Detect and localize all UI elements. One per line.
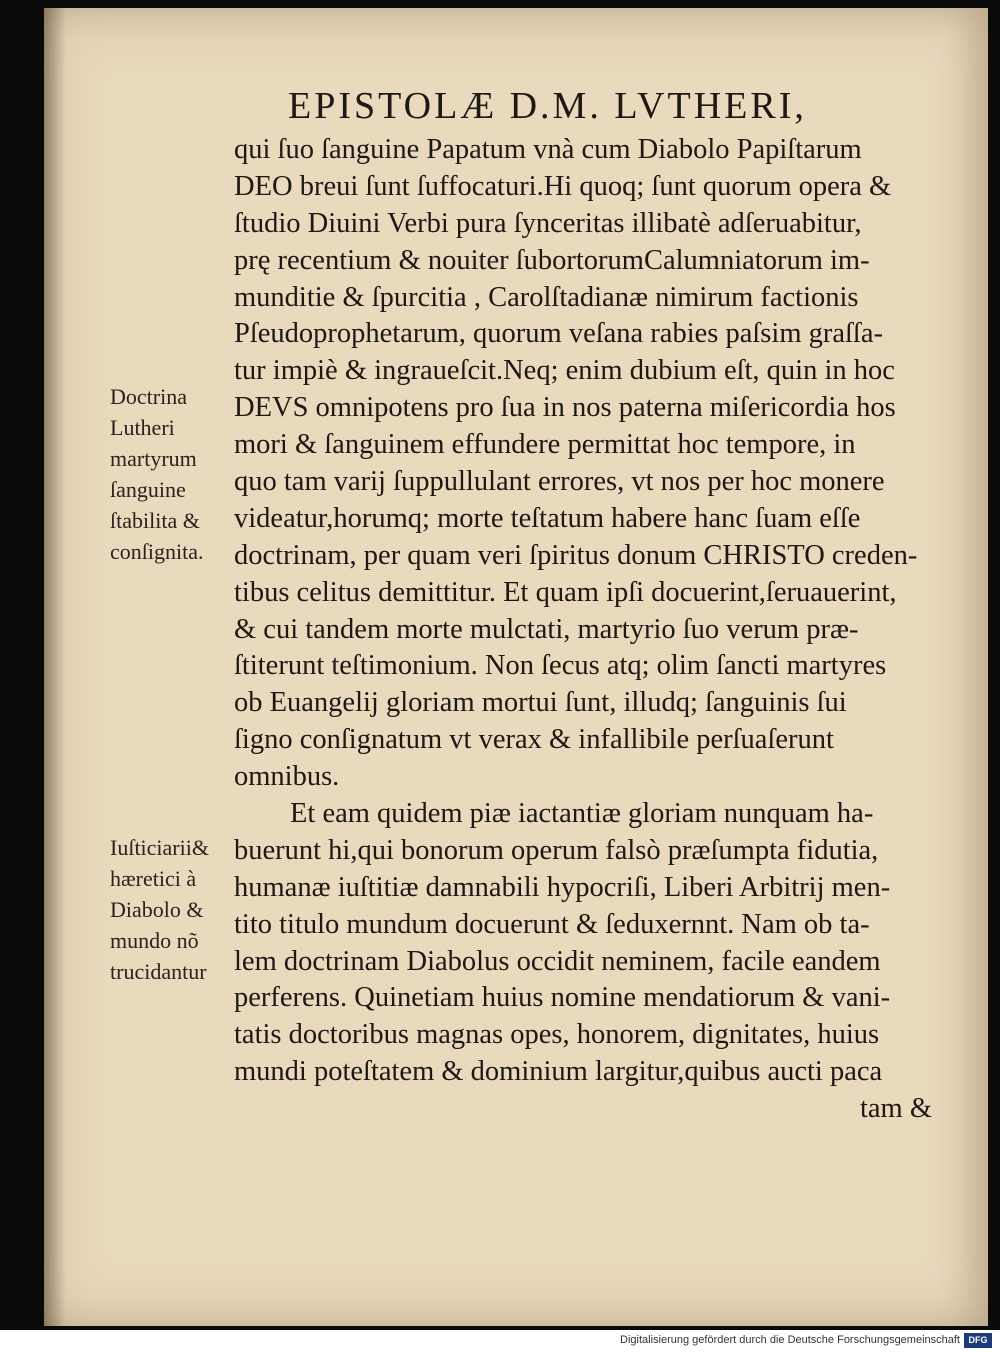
note-line: Diabolo & [110,897,204,922]
note-line: conſignita. [110,539,204,564]
note-line: trucidantur [110,959,207,984]
text-line: prę recentium & nouiter ſubortorumCalumniatorum im- [234,244,870,276]
text-line: tibus celitus demittitur. Et quam ipſi docuerint,ſeruauerint, [234,576,897,608]
text-line: tur impiè & ingraueſcit.Neq; enim dubium eſt, quin in hoc [234,355,895,387]
text-line: munditie & ſpurcitia , Carolſtadianæ nimirum factionis [234,281,859,313]
gutter-shadow [44,8,66,1326]
text-line: Pſeudoprophetarum, quorum veſana rabies paſsim graſſa- [234,318,883,350]
text-line: mori & ſanguinem effundere permittat hoc tempore, in [234,429,856,461]
running-head: EPISTOLÆ D.M. LVTHERI, [288,85,807,127]
text-line: Et eam quidem piæ iactantiæ gloriam nunquam ha- [290,798,874,830]
text-line: ſtudio Diuini Verbi pura ſynceritas illibatè adſeruabitur, [234,207,862,239]
text-line: videatur,horumq; morte teſtatum habere hanc ſuam eſſe [234,502,861,534]
note-line: Doctrina [110,384,187,409]
note-line: martyrum [110,446,197,471]
text-line: DEVS omnipotens pro ſua in nos paterna miſericordia hos [234,392,896,424]
text-line: tito titulo mundum docuerunt & ſeduxernnt. Nam ob ta- [234,908,870,940]
marginal-note [110,832,209,987]
text-line: buerunt hi,qui bonorum operum falsò præſumpta fidutia, [234,834,879,866]
body-text [234,132,974,1128]
note-line: hæretici à [110,866,197,891]
text-line: & cui tandem morte mulctati, martyrio ſuo verum præ- [234,613,859,645]
funding-credit: Digitalisierung gefördert durch die Deutsche Forschungsgemeinschaft [620,1334,960,1346]
footer-bar [0,1330,1000,1352]
text-line: lem doctrinam Diabolus occidit neminem, facile eandem [234,945,881,977]
note-line: Lutheri [110,415,175,440]
text-line: ſtiterunt teſtimonium. Non ſecus atq; olim ſancti martyres [234,650,887,682]
text-line: mundi poteſtatem & dominium largitur,quibus aucti paca [234,1056,883,1088]
note-line: ſtabilita & [110,508,200,533]
text-line: DEO breui ſunt ſuffocaturi.Hi quoq; ſunt quorum opera & [234,170,892,202]
text-line: humanæ iuſtitiæ damnabili hypocriſi, Liberi Arbitrij men- [234,871,891,903]
catchword: tam & [859,1093,932,1125]
dfg-logo: DFG [964,1333,992,1348]
text-line: perferens. Quinetiam huius nomine mendatiorum & vani- [234,982,891,1014]
text-line: quo tam varij ſuppullulant errores, vt nos per hoc monere [234,466,885,498]
note-line: ſanguine [110,477,186,502]
note-line: mundo nõ [110,928,199,953]
text-line: tatis doctoribus magnas opes, honorem, dignitates, huius [234,1019,880,1051]
text-line: qui ſuo ſanguine Papatum vnà cum Diabolo Papiſtarum [234,134,862,165]
note-line: Iuſticiarii& [110,835,209,860]
marginal-note [110,381,203,567]
text-line: ob Euangelij gloriam mortui ſunt, illudq; ſanguinis ſui [234,687,847,719]
text-line: ſigno conſignatum vt verax & infallibile perſuaſerunt [234,724,834,756]
text-line: omnibus. [234,761,340,793]
text-line: doctrinam, per quam veri ſpiritus donum CHRISTO creden- [234,539,918,571]
